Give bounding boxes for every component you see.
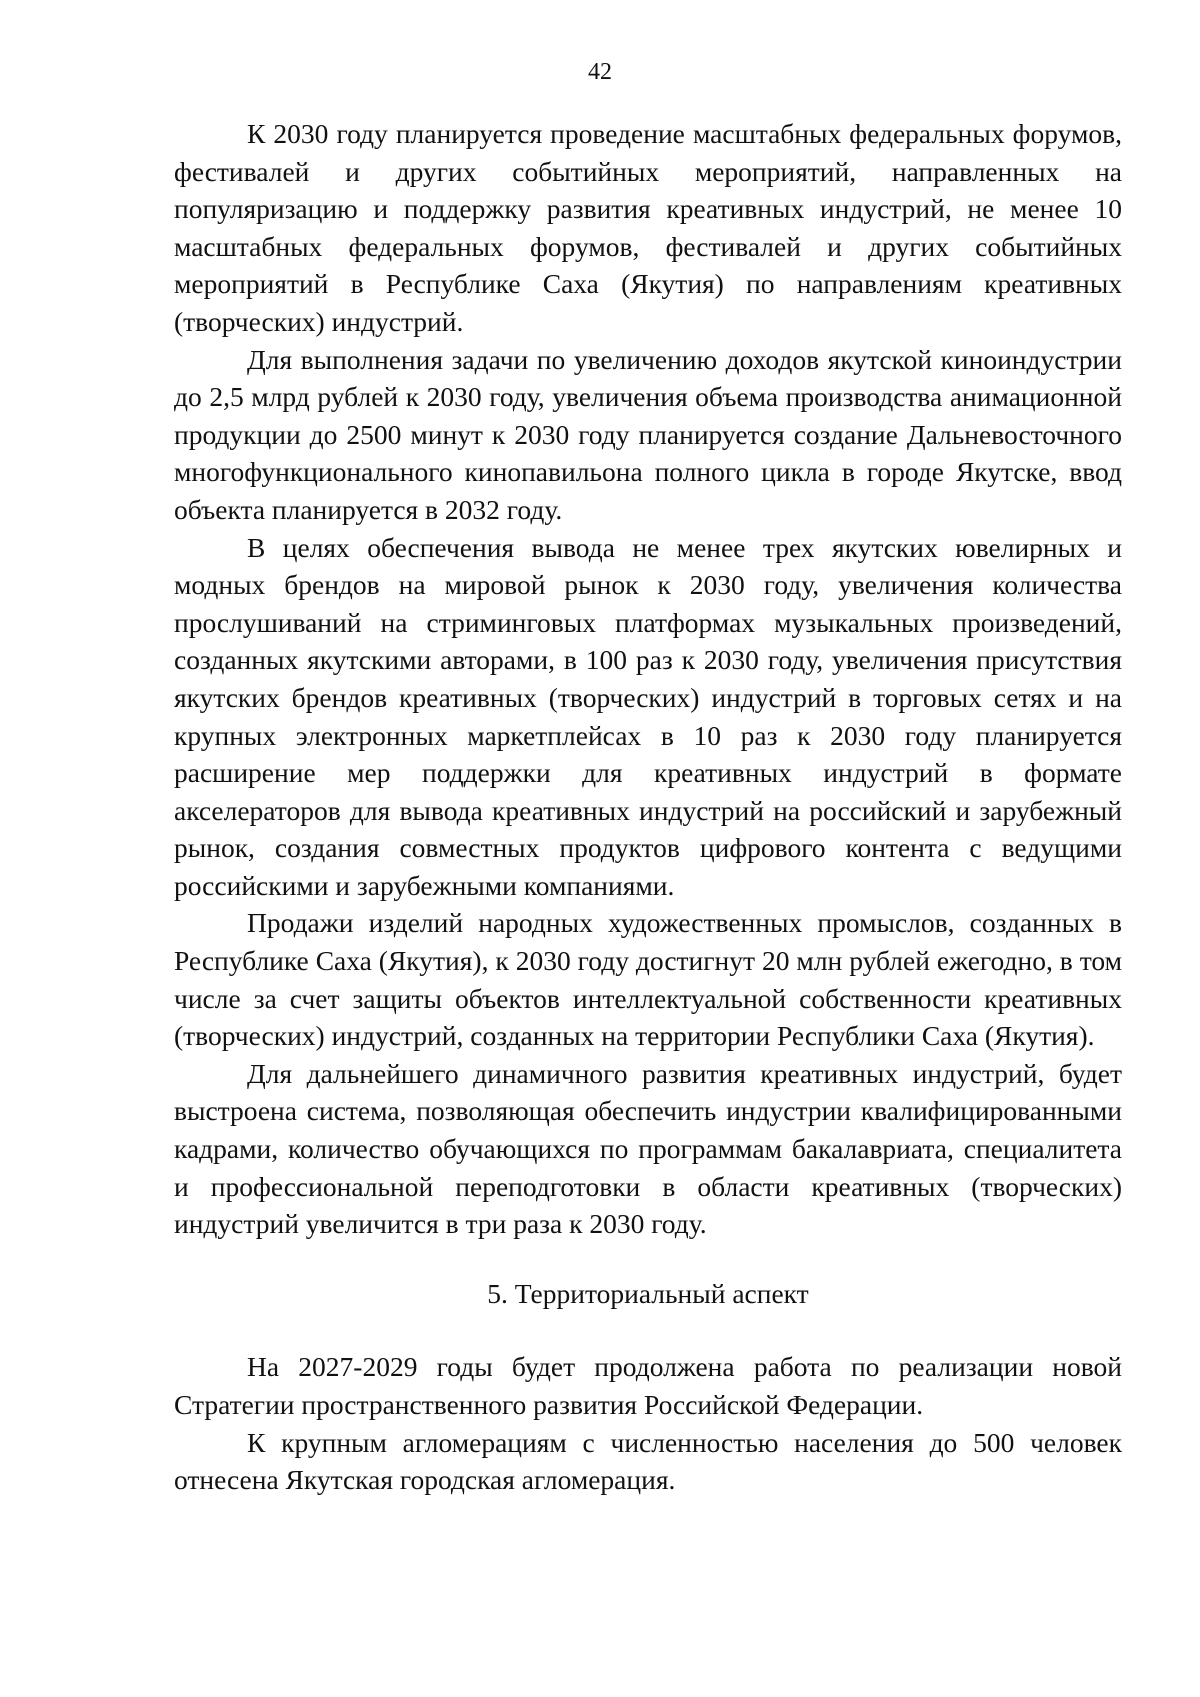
paragraph: К 2030 году планируется проведение масштабных федеральных форумов, фестивалей и других событийных мероприятий, направленных на популяризацию и поддержку развития креативных индустрий, не менее 10 масштабных федеральных форумов, фестивалей и других событийных мероприятий в Республике Саха (Якутия) по направлениям креативных (творческих) индустрий. xyxy=(174,118,1122,337)
document-body xyxy=(174,115,1122,1499)
paragraph: В целях обеспечения вывода не менее трех якутских ювелирных и модных брендов на мировой рынок к 2030 году, увеличения количества прослушиваний на стриминговых платформах музыкальных произведений, созданных якутскими авторами, в 100 раз к 2030 году, увеличения присутствия якутских брендов креативных (творческих) индустрий в торговых сетях и на крупных электронных маркетплейсах в 10 раз к 2030 году планируется расширение мер поддержки для креативных индустрий в формате акселераторов для вывода креативных индустрий на российский и зарубежный рынок, создания совместных продуктов цифрового контента с ведущими российскими и зарубежными компаниями. xyxy=(174,531,1122,901)
paragraph: К крупным агломерациям с численностью населения до 500 человек отнесена Якутская городская агломерация. xyxy=(174,1426,1122,1496)
paragraph: На 2027-2029 годы будет продолжена работа по реализации новой Стратегии пространственного развития Российской Федерации. xyxy=(174,1351,1122,1420)
section-heading: 5. Территориальный аспект xyxy=(487,1277,809,1309)
paragraph: Продажи изделий народных художественных промыслов, созданных в Республике Саха (Якутия), к 2030 году достигнут 20 млн рублей ежегодно, в том числе за счет защиты объектов интеллектуальной собственности креативных (творческих) индустрий, созданных на территории Республики Саха (Якутия). xyxy=(174,907,1122,1052)
paragraph: Для выполнения задачи по увеличению доходов якутской киноиндустрии до 2,5 млрд рублей к 2030 году, увеличения объема производства анимационной продукции до 2500 минут к 2030 году планируется создание Дальневосточного многофункционального кинопавильона полного цикла в городе Якутске, ввод объекта планируется в 2032 году. xyxy=(174,343,1122,525)
paragraph: Для дальнейшего динамичного развития креативных индустрий, будет выстроена система, позволяющая обеспечить индустрии квалифицированными кадрами, количество обучающихся по программам бакалавриата, специалитета и профессиональной переподготовки в области креативных (творческих) индустрий увеличится в три раза к 2030 году. xyxy=(174,1057,1122,1240)
page-number: 42 xyxy=(588,59,612,85)
